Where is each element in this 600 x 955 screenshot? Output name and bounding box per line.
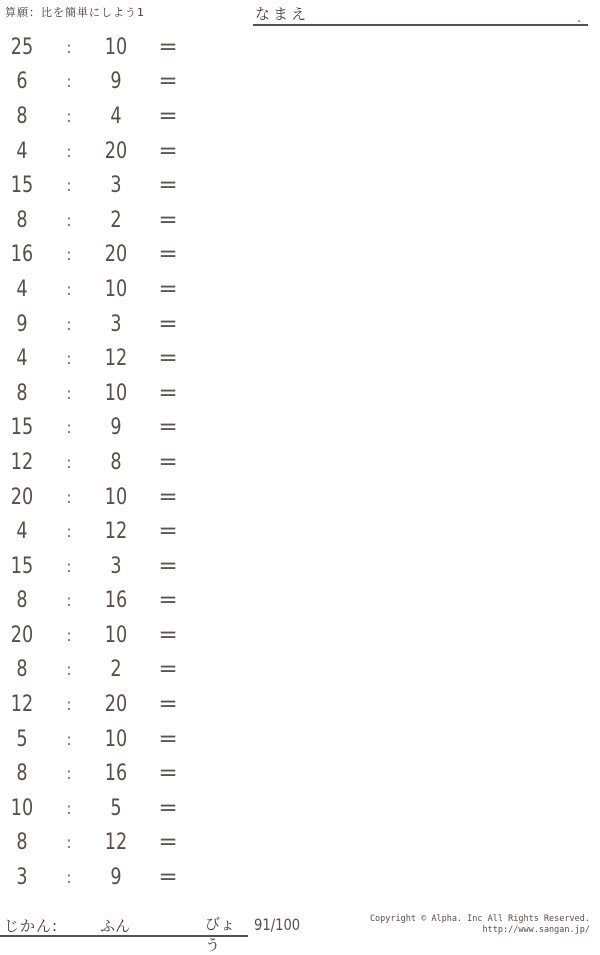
equals-symbol: = bbox=[158, 795, 178, 821]
colon-symbol: : bbox=[66, 210, 72, 230]
problem-right-number: 20 bbox=[104, 138, 128, 164]
problem-row bbox=[0, 826, 200, 861]
problem-left-number: 8 bbox=[16, 761, 28, 787]
problem-left-number: 5 bbox=[16, 726, 28, 752]
problem-row bbox=[0, 480, 200, 515]
problem-left-number: 15 bbox=[10, 415, 34, 441]
problem-row bbox=[0, 272, 200, 307]
problem-left-number: 8 bbox=[16, 103, 28, 129]
problem-left-number: 4 bbox=[16, 276, 28, 302]
equals-symbol: = bbox=[158, 138, 178, 164]
problem-row bbox=[0, 722, 200, 757]
colon-symbol: : bbox=[66, 279, 72, 299]
colon-symbol: : bbox=[66, 625, 72, 645]
problem-left-number: 8 bbox=[16, 207, 28, 233]
problem-right-number: 12 bbox=[104, 346, 128, 372]
equals-symbol: = bbox=[158, 830, 178, 856]
colon-symbol: : bbox=[66, 764, 72, 784]
equals-symbol: = bbox=[158, 588, 178, 614]
colon-symbol: : bbox=[66, 349, 72, 369]
minutes-label: ふん bbox=[100, 917, 131, 935]
equals-symbol: = bbox=[158, 415, 178, 441]
colon-symbol: : bbox=[66, 141, 72, 161]
problem-row bbox=[0, 307, 200, 342]
equals-symbol: = bbox=[158, 553, 178, 579]
copyright-line2: http://www.sangan.jp/ bbox=[482, 925, 590, 935]
problem-left-number: 20 bbox=[10, 484, 34, 510]
page-title: 算願：比を簡単にしよう1 bbox=[5, 6, 145, 19]
problem-row bbox=[0, 168, 200, 203]
problem-row bbox=[0, 30, 200, 65]
problem-row bbox=[0, 791, 200, 826]
equals-symbol: = bbox=[158, 276, 178, 302]
colon-symbol: : bbox=[66, 452, 72, 472]
problem-row bbox=[0, 653, 200, 688]
equals-symbol: = bbox=[158, 865, 178, 891]
problem-left-number: 15 bbox=[10, 173, 34, 199]
problem-left-number: 4 bbox=[16, 519, 28, 545]
problem-left-number: 8 bbox=[16, 380, 28, 406]
problem-left-number: 4 bbox=[16, 346, 28, 372]
colon-symbol: : bbox=[66, 487, 72, 507]
problem-left-number: 12 bbox=[10, 449, 34, 475]
equals-symbol: = bbox=[158, 207, 178, 233]
equals-symbol: = bbox=[158, 692, 178, 718]
colon-symbol: : bbox=[66, 245, 72, 265]
colon-symbol: : bbox=[66, 868, 72, 888]
problem-right-number: 9 bbox=[110, 865, 122, 891]
problem-row bbox=[0, 411, 200, 446]
time-field-line bbox=[0, 909, 248, 954]
problem-right-number: 2 bbox=[110, 657, 122, 683]
name-field-line bbox=[253, 0, 588, 26]
problem-row bbox=[0, 203, 200, 238]
colon-symbol: : bbox=[66, 418, 72, 438]
colon-symbol: : bbox=[66, 556, 72, 576]
problem-right-number: 5 bbox=[110, 795, 122, 821]
seconds-label: びょう bbox=[205, 915, 236, 954]
equals-symbol: = bbox=[158, 311, 178, 337]
colon-symbol: : bbox=[66, 591, 72, 611]
colon-symbol: : bbox=[66, 660, 72, 680]
equals-symbol: = bbox=[158, 103, 178, 129]
problem-left-number: 15 bbox=[10, 553, 34, 579]
equals-symbol: = bbox=[158, 519, 178, 545]
equals-symbol: = bbox=[158, 622, 178, 648]
problem-row bbox=[0, 99, 200, 134]
problem-right-number: 3 bbox=[110, 311, 122, 337]
problem-left-number: 10 bbox=[10, 795, 34, 821]
problem-row bbox=[0, 860, 200, 895]
problem-row bbox=[0, 514, 200, 549]
copyright-line1: Copyright © Alpha. Inc All Rights Reserved. bbox=[369, 914, 590, 924]
problem-left-number: 8 bbox=[16, 830, 28, 856]
equals-symbol: = bbox=[158, 380, 178, 406]
time-label: じかん: bbox=[4, 917, 59, 935]
problem-right-number: 10 bbox=[104, 34, 128, 60]
name-line-period: . bbox=[577, 11, 581, 25]
problem-right-number: 10 bbox=[104, 484, 128, 510]
problem-left-number: 9 bbox=[16, 311, 28, 337]
problem-left-number: 12 bbox=[10, 692, 34, 718]
colon-symbol: : bbox=[66, 106, 72, 126]
equals-symbol: = bbox=[158, 242, 178, 268]
problem-row bbox=[0, 549, 200, 584]
problem-left-number: 20 bbox=[10, 622, 34, 648]
problem-left-number: 16 bbox=[10, 242, 34, 268]
problem-row bbox=[0, 65, 200, 100]
problem-row bbox=[0, 238, 200, 273]
problem-right-number: 9 bbox=[110, 69, 122, 95]
problem-left-number: 6 bbox=[16, 69, 28, 95]
equals-symbol: = bbox=[158, 657, 178, 683]
problem-right-number: 10 bbox=[104, 622, 128, 648]
problem-right-number: 12 bbox=[104, 519, 128, 545]
problem-left-number: 8 bbox=[16, 588, 28, 614]
equals-symbol: = bbox=[158, 761, 178, 787]
problem-right-number: 3 bbox=[110, 553, 122, 579]
equals-symbol: = bbox=[158, 346, 178, 372]
problem-row bbox=[0, 134, 200, 169]
problem-right-number: 16 bbox=[104, 761, 128, 787]
copyright-block bbox=[370, 914, 590, 936]
problem-row bbox=[0, 756, 200, 791]
colon-symbol: : bbox=[66, 72, 72, 92]
colon-symbol: : bbox=[66, 176, 72, 196]
colon-symbol: : bbox=[66, 314, 72, 334]
problem-row bbox=[0, 687, 200, 722]
problem-right-number: 10 bbox=[104, 726, 128, 752]
problem-right-number: 8 bbox=[110, 449, 122, 475]
problem-left-number: 25 bbox=[10, 34, 34, 60]
problem-right-number: 4 bbox=[110, 103, 122, 129]
problem-right-number: 12 bbox=[104, 830, 128, 856]
equals-symbol: = bbox=[158, 449, 178, 475]
equals-symbol: = bbox=[158, 726, 178, 752]
equals-symbol: = bbox=[158, 69, 178, 95]
colon-symbol: : bbox=[66, 833, 72, 853]
problem-left-number: 8 bbox=[16, 657, 28, 683]
equals-symbol: = bbox=[158, 484, 178, 510]
problem-right-number: 20 bbox=[104, 242, 128, 268]
colon-symbol: : bbox=[66, 522, 72, 542]
colon-symbol: : bbox=[66, 798, 72, 818]
problem-right-number: 2 bbox=[110, 207, 122, 233]
problem-row bbox=[0, 376, 200, 411]
problem-right-number: 10 bbox=[104, 380, 128, 406]
problem-right-number: 10 bbox=[104, 276, 128, 302]
problem-row bbox=[0, 584, 200, 619]
problem-right-number: 9 bbox=[110, 415, 122, 441]
equals-symbol: = bbox=[158, 34, 178, 60]
problem-right-number: 3 bbox=[110, 173, 122, 199]
colon-symbol: : bbox=[66, 695, 72, 715]
problem-row bbox=[0, 618, 200, 653]
problem-right-number: 16 bbox=[104, 588, 128, 614]
name-label: なまえ bbox=[255, 5, 310, 23]
problem-row bbox=[0, 341, 200, 376]
problem-right-number: 20 bbox=[104, 692, 128, 718]
problem-row bbox=[0, 445, 200, 480]
problem-left-number: 3 bbox=[16, 865, 28, 891]
problem-left-number: 4 bbox=[16, 138, 28, 164]
problem-list bbox=[0, 30, 200, 895]
colon-symbol: : bbox=[66, 37, 72, 57]
colon-symbol: : bbox=[66, 383, 72, 403]
equals-symbol: = bbox=[158, 173, 178, 199]
colon-symbol: : bbox=[66, 729, 72, 749]
score-value: 91/100 bbox=[254, 915, 301, 934]
